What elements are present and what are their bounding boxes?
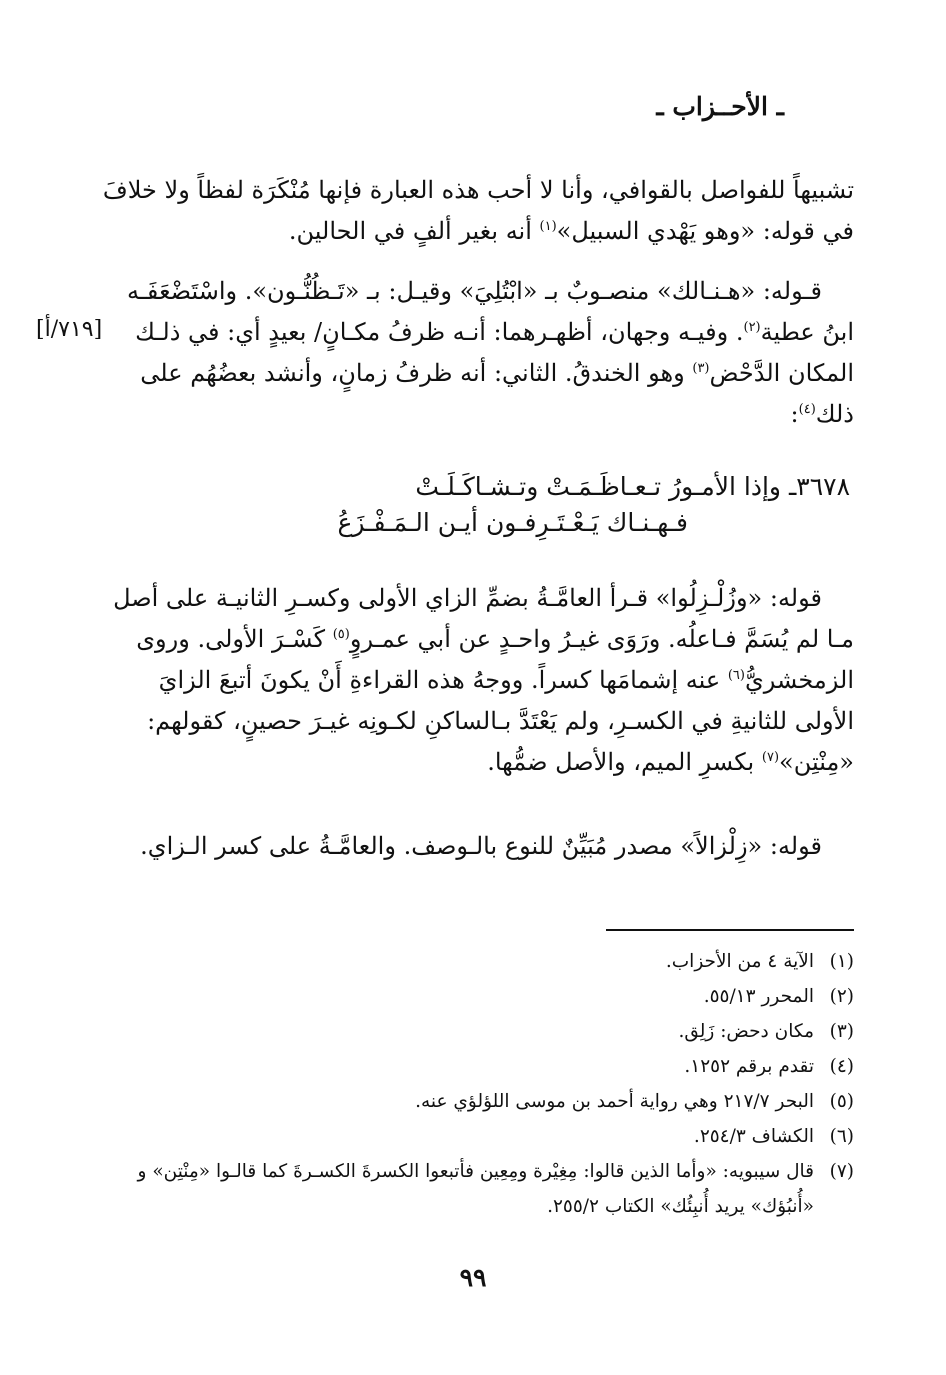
footnote-item bbox=[90, 979, 854, 1014]
poem-hemistich-2: فـهـنـاك يَـعْـتَـرِفـون أيـن الـمَـفْـزَعُ bbox=[337, 508, 688, 537]
footnote-item bbox=[90, 1049, 854, 1084]
text-run: قوله: «وزُلْـزِلُوا» قـرأ العامَّـةُ بضمِّ الزاي الأولى وكسـرِ الثانيـة على أصل مـا لم يُسَمَّ فـاعلُه. ورَوَى غيـرُ واحـدٍ عن أبي عمـروٍ bbox=[113, 584, 854, 653]
footnote-ref: (٣) bbox=[692, 361, 710, 376]
text-run: تشبيهاً للفواصل بالقوافي، وأنا لا أحب هذه العبارة فإنها مُنْكَرَة لفظاً ولا خلافَ bbox=[102, 176, 854, 204]
paragraph-text bbox=[92, 271, 854, 435]
footnote-ref: (٥) bbox=[332, 627, 350, 642]
footnote-number: (٤) bbox=[829, 1056, 854, 1077]
page-number: ٩٩ bbox=[459, 1263, 487, 1292]
poem-line-2 bbox=[337, 508, 688, 537]
text-run: : bbox=[790, 400, 799, 428]
footnote-number: (٧) bbox=[829, 1161, 854, 1182]
footnote-item bbox=[90, 1119, 854, 1154]
footnote-ref: (٢) bbox=[743, 320, 761, 335]
footnote-text: الكشاف ٢٥٤/٣. bbox=[693, 1126, 814, 1147]
text-run: وهو الخندقُ. الثاني: أنه ظرفُ زمانٍ، وأنشد بعضُهُم على ذلك bbox=[140, 359, 854, 428]
footnote-ref: (٤) bbox=[798, 402, 816, 417]
paragraph-text bbox=[92, 170, 854, 252]
paragraph-3 bbox=[92, 578, 854, 783]
paragraph-2 bbox=[92, 271, 854, 435]
footnote-separator bbox=[606, 929, 854, 931]
running-header: ـ الأحــزاب ـ bbox=[656, 92, 784, 121]
footnote-number: (٥) bbox=[829, 1091, 854, 1112]
footnote-number: (٦) bbox=[829, 1126, 854, 1147]
footnote-text: المحرر ٥٥/١٣. bbox=[703, 986, 814, 1007]
paragraph-text: قوله: «زِلْزالاً» مصدر مُبَيِّنٌ للنوع بالـوصف. والعامَّـةُ على كسر الـزاي. bbox=[140, 832, 822, 860]
footnotes bbox=[90, 944, 854, 1224]
footnote-ref: (١) bbox=[539, 219, 557, 234]
footnote-ref: (٦) bbox=[727, 668, 745, 683]
footnote-number: (١) bbox=[829, 951, 854, 972]
text-run: أنه بغير ألفٍ في الحالين. bbox=[288, 217, 540, 245]
paragraph-text bbox=[92, 578, 854, 783]
text-run: بكسرِ الميم، والأصل ضمُّها. bbox=[487, 748, 762, 776]
paragraph-4 bbox=[92, 826, 854, 867]
footnote-item bbox=[90, 1084, 854, 1119]
footnote-number: (٣) bbox=[829, 1021, 854, 1042]
poem-number: ٣٦٧٨ـ bbox=[788, 472, 850, 501]
text-run: في قوله: «وهو يَهْدي السبيل» bbox=[556, 217, 854, 245]
footnote-text: تقدم برقم ١٢٥٢. bbox=[684, 1056, 814, 1077]
text-run: عنه إشمامَها كسراً. ووجهُ هذه القراءةِ أَنْ يكونَ أتبعَ الزايَ الأولى للثانيةِ في الكسـرِ، ولم يَعْتَدَّ بـالساكنِ لكـونِه غيـرَ حصينٍ، كقولهم: «مِنْتِن» bbox=[147, 666, 854, 776]
manuscript-folio-ref: [٧١٩/أ] bbox=[36, 317, 103, 342]
text-run: كَسْـرَ الأولى. وروى الزمخشريُّ bbox=[136, 625, 854, 694]
footnote-item bbox=[90, 1014, 854, 1049]
footnote-text: مكان دحض: زَلِق. bbox=[678, 1021, 814, 1042]
footnote-ref: (٧) bbox=[761, 750, 780, 765]
text-run: قـوله: «هـنـالك» منصـوبٌ بـ «ابْتُلِيَ» وقيـل: بـ «تَـظُنُّـون». واسْتَضْعَفَـه ابنُ عطية bbox=[127, 277, 854, 346]
paragraph-1 bbox=[92, 170, 854, 252]
poem-line-1 bbox=[415, 472, 850, 501]
footnote-text: البحر ٢١٧/٧ وهي رواية أحمد بن موسى اللؤلؤي عنه. bbox=[415, 1091, 814, 1112]
footnote-item bbox=[90, 1154, 854, 1224]
footnote-number: (٢) bbox=[829, 986, 854, 1007]
footnote-text: الآية ٤ من الأحزاب. bbox=[665, 951, 814, 972]
footnote-item bbox=[90, 944, 854, 979]
poem-hemistich-1: وإذا الأمـورُ تـعـاظَـمَـتْ وتـشـاكَـلَـتْ bbox=[415, 472, 781, 501]
footnote-text: قال سيبويه: «وأما الذين قالوا: مِغِيْرة ومِعِين فأتبعوا الكسرةَ الكسـرةَ كما قالـوا «مِنْتِن» و «أُنبُؤك» يريد أُنبِئُك» الكتاب ٢٥٥/٢. bbox=[137, 1161, 814, 1217]
text-run: . وفيـه وجهان، أظهـرهما: أنـه ظرفُ مكـانٍ/ بعيدٍ أي: في ذلـك المكان الدَّحْض bbox=[135, 318, 854, 387]
